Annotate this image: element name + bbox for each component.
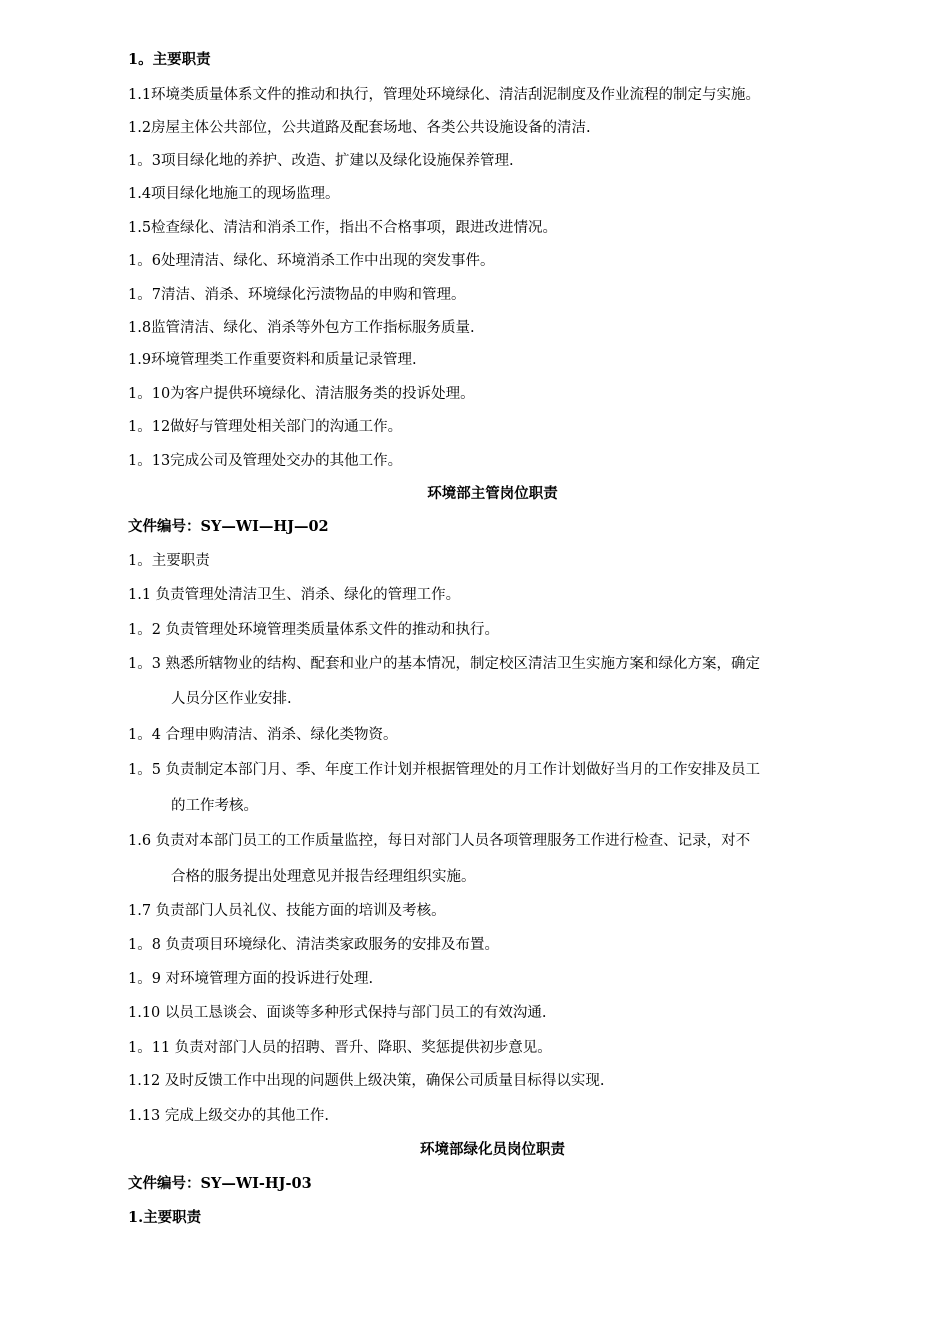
section3-heading: 1.主要职责 xyxy=(128,1209,202,1226)
section2-item: 1.12 及时反馈工作中出现的问题供上级决策，确保公司质量目标得以实现. xyxy=(128,1073,605,1089)
section2-item: 1。5 负责制定本部门月、季、年度工作计划并根据管理处的月工作计划做好当月的工作安排及员工 xyxy=(128,762,761,778)
section2-item: 1。9 对环境管理方面的投诉进行处理. xyxy=(128,971,374,987)
section2-item-continuation: 的工作考核。 xyxy=(171,798,258,814)
section3-doc-number: 文件编号：SY—WI-HJ-03 xyxy=(128,1175,312,1192)
section3-title: 环境部绿化员岗位职责 xyxy=(420,1141,565,1158)
section1-item: 1.9环境管理类工作重要资料和质量记录管理. xyxy=(128,352,417,368)
section2-doc-number: 文件编号：SY—WI—HJ—02 xyxy=(128,518,329,535)
section2-item: 1.10 以员工恳谈会、面谈等多种形式保持与部门员工的有效沟通. xyxy=(128,1005,547,1021)
section1-item: 1。3项目绿化地的养护、改造、扩建以及绿化设施保养管理. xyxy=(128,153,514,169)
section2-heading: 1。主要职责 xyxy=(128,553,210,569)
section1-item: 1。12做好与管理处相关部门的沟通工作。 xyxy=(128,419,403,435)
section2-item: 1。2 负责管理处环境管理类质量体系文件的推动和执行。 xyxy=(128,622,500,638)
section1-item: 1。13完成公司及管理处交办的其他工作。 xyxy=(128,453,403,469)
section2-item: 1.6 负责对本部门员工的工作质量监控，每日对部门人员各项管理服务工作进行检查、记录，对不 xyxy=(128,833,751,849)
section2-item: 1。3 熟悉所辖物业的结构、配套和业户的基本情况，制定校区清洁卫生实施方案和绿化方案，确定 xyxy=(128,656,761,672)
section2-item-continuation: 人员分区作业安排. xyxy=(171,691,292,707)
section1-item: 1。7清洁、消杀、环境绿化污渍物品的申购和管理。 xyxy=(128,287,466,303)
section2-item: 1.1 负责管理处清洁卫生、消杀、绿化的管理工作。 xyxy=(128,587,461,603)
section2-item: 1.13 完成上级交办的其他工作. xyxy=(128,1108,330,1124)
section2-item: 1。4 合理申购清洁、消杀、绿化类物资。 xyxy=(128,727,398,743)
section2-title: 环境部主管岗位职责 xyxy=(427,485,558,502)
section1-item: 1.2房屋主体公共部位，公共道路及配套场地、各类公共设施设备的清洁. xyxy=(128,120,591,136)
section1-heading: 1。主要职责 xyxy=(128,51,211,68)
section1-item: 1.8监管清洁、绿化、消杀等外包方工作指标服务质量. xyxy=(128,320,475,336)
section1-item: 1.4项目绿化地施工的现场监理。 xyxy=(128,186,340,202)
section1-item: 1.5检查绿化、清洁和消杀工作，指出不合格事项，跟进改进情况。 xyxy=(128,220,558,236)
section2-item: 1。8 负责项目环境绿化、清洁类家政服务的安排及布置。 xyxy=(128,937,500,953)
section2-item: 1。11 负责对部门人员的招聘、晋升、降职、奖惩提供初步意见。 xyxy=(128,1040,552,1056)
section1-item: 1。10为客户提供环境绿化、清洁服务类的投诉处理。 xyxy=(128,386,475,402)
section1-item: 1。6处理清洁、绿化、环境消杀工作中出现的突发事件。 xyxy=(128,253,495,269)
section2-item: 1.7 负责部门人员礼仪、技能方面的培训及考核。 xyxy=(128,903,446,919)
section2-item-continuation: 合格的服务提出处理意见并报告经理组织实施。 xyxy=(171,869,476,885)
section1-item: 1.1环境类质量体系文件的推动和执行，管理处环境绿化、清洁刮泥制度及作业流程的制定与实施。 xyxy=(128,87,761,103)
